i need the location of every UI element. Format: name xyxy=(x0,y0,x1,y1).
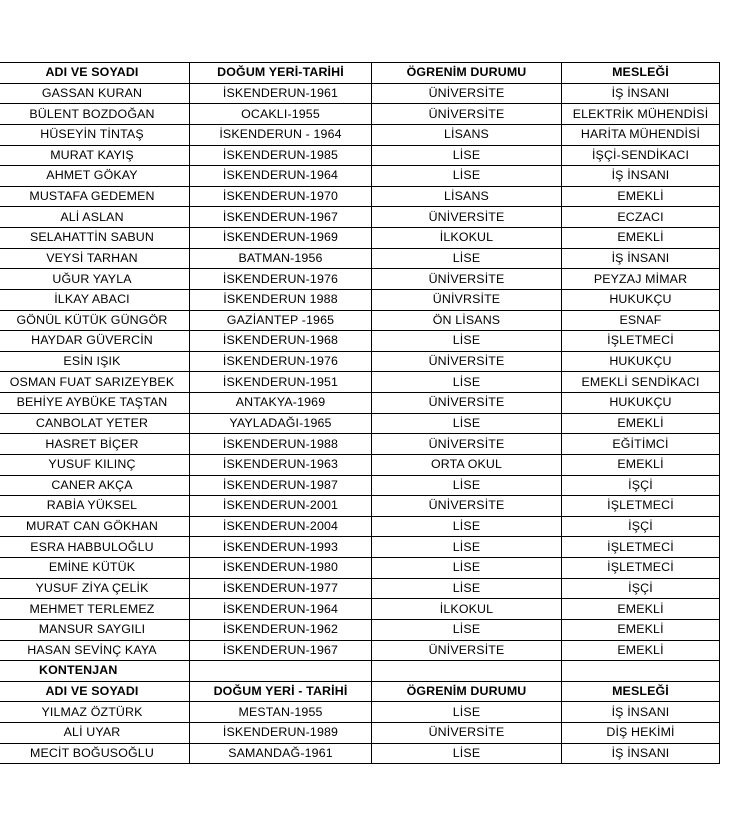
quota-header-birth: DOĞUM YERİ - TARİHİ xyxy=(190,681,372,702)
cell-name: OSMAN FUAT SARIZEYBEK xyxy=(0,372,190,393)
empty-cell xyxy=(190,661,372,682)
cell-birth: İSKENDERUN-1962 xyxy=(190,619,372,640)
cell-birth: İSKENDERUN-2004 xyxy=(190,516,372,537)
cell-education: ÜNİVERSİTE xyxy=(372,640,562,661)
cell-birth: İSKENDERUN-1980 xyxy=(190,558,372,579)
cell-job: İŞ İNSANI xyxy=(562,248,720,269)
cell-job: EMEKLİ xyxy=(562,413,720,434)
cell-birth: BATMAN-1956 xyxy=(190,248,372,269)
cell-birth: İSKENDERUN 1988 xyxy=(190,289,372,310)
cell-job: İŞ İNSANI xyxy=(562,743,720,764)
cell-job: HARİTA MÜHENDİSİ xyxy=(562,124,720,145)
cell-name: UĞUR YAYLA xyxy=(0,269,190,290)
cell-name: MANSUR SAYGILI xyxy=(0,619,190,640)
cell-birth: İSKENDERUN - 1964 xyxy=(190,124,372,145)
table-row xyxy=(0,248,720,269)
candidate-table xyxy=(0,62,720,764)
cell-education: LİSE xyxy=(372,743,562,764)
table-row xyxy=(0,413,720,434)
cell-name: EMİNE KÜTÜK xyxy=(0,558,190,579)
cell-education: İLKOKUL xyxy=(372,599,562,620)
cell-job: HUKUKÇU xyxy=(562,289,720,310)
empty-cell xyxy=(372,661,562,682)
cell-job: ESNAF xyxy=(562,310,720,331)
table-row xyxy=(0,640,720,661)
cell-education: ÜNİVERSİTE xyxy=(372,723,562,744)
cell-birth: İSKENDERUN-1961 xyxy=(190,83,372,104)
table-row xyxy=(0,619,720,640)
cell-education: LİSE xyxy=(372,516,562,537)
cell-name: ESRA HABBULOĞLU xyxy=(0,537,190,558)
cell-name: ALİ ASLAN xyxy=(0,207,190,228)
cell-job: EMEKLİ xyxy=(562,599,720,620)
quota-header-education: ÖGRENİM DURUMU xyxy=(372,681,562,702)
cell-birth: İSKENDERUN-1989 xyxy=(190,723,372,744)
cell-job: İŞÇİ xyxy=(562,578,720,599)
cell-job: ELEKTRİK MÜHENDİSİ xyxy=(562,104,720,125)
cell-birth: OCAKLI-1955 xyxy=(190,104,372,125)
table-row xyxy=(0,228,720,249)
cell-name: MURAT KAYIŞ xyxy=(0,145,190,166)
table-row xyxy=(0,599,720,620)
table-row xyxy=(0,124,720,145)
cell-birth: İSKENDERUN-1970 xyxy=(190,186,372,207)
cell-education: LİSE xyxy=(372,372,562,393)
quota-table-row xyxy=(0,743,720,764)
cell-job: HUKUKÇU xyxy=(562,351,720,372)
cell-education: ÖN LİSANS xyxy=(372,310,562,331)
cell-name: BEHİYE AYBÜKE TAŞTAN xyxy=(0,393,190,414)
cell-birth: GAZİANTEP -1965 xyxy=(190,310,372,331)
empty-cell xyxy=(562,661,720,682)
cell-birth: İSKENDERUN-1976 xyxy=(190,351,372,372)
cell-job: İŞLETMECİ xyxy=(562,558,720,579)
cell-name: GASSAN KURAN xyxy=(0,83,190,104)
cell-name: HÜSEYİN TİNTAŞ xyxy=(0,124,190,145)
cell-name: CANBOLAT YETER xyxy=(0,413,190,434)
table-row xyxy=(0,289,720,310)
cell-education: LİSE xyxy=(372,578,562,599)
cell-name: MEHMET TERLEMEZ xyxy=(0,599,190,620)
table-header-row xyxy=(0,63,720,84)
cell-education: LİSE xyxy=(372,145,562,166)
table-row xyxy=(0,83,720,104)
table-row xyxy=(0,454,720,475)
cell-education: ÜNİVERSİTE xyxy=(372,434,562,455)
cell-birth: ANTAKYA-1969 xyxy=(190,393,372,414)
cell-birth: İSKENDERUN-1967 xyxy=(190,207,372,228)
cell-education: LİSANS xyxy=(372,186,562,207)
quota-table-row xyxy=(0,702,720,723)
cell-birth: İSKENDERUN-1993 xyxy=(190,537,372,558)
cell-name: GÖNÜL KÜTÜK GÜNGÖR xyxy=(0,310,190,331)
cell-name: HASAN SEVİNÇ KAYA xyxy=(0,640,190,661)
cell-name: ALİ UYAR xyxy=(0,723,190,744)
cell-job: HUKUKÇU xyxy=(562,393,720,414)
cell-education: LİSE xyxy=(372,537,562,558)
table-row xyxy=(0,393,720,414)
cell-job: EĞİTİMCİ xyxy=(562,434,720,455)
cell-education: ÜNİVERSİTE xyxy=(372,207,562,228)
header-education: ÖGRENİM DURUMU xyxy=(372,63,562,84)
cell-name: RABİA YÜKSEL xyxy=(0,496,190,517)
cell-education: LİSE xyxy=(372,702,562,723)
cell-education: ÜNİVERSİTE xyxy=(372,393,562,414)
cell-name: MUSTAFA GEDEMEN xyxy=(0,186,190,207)
table-row xyxy=(0,186,720,207)
candidate-table-body xyxy=(0,63,720,764)
cell-job: EMEKLİ SENDİKACI xyxy=(562,372,720,393)
cell-education: LİSE xyxy=(372,166,562,187)
cell-education: ÜNİVERSİTE xyxy=(372,104,562,125)
cell-education: ÜNİVERSİTE xyxy=(372,269,562,290)
cell-name: HAYDAR GÜVERCİN xyxy=(0,331,190,352)
cell-name: YUSUF ZİYA ÇELİK xyxy=(0,578,190,599)
table-row xyxy=(0,351,720,372)
quota-header-name: ADI VE SOYADI xyxy=(0,681,190,702)
table-row xyxy=(0,516,720,537)
cell-name: SELAHATTİN SABUN xyxy=(0,228,190,249)
cell-birth: İSKENDERUN-2001 xyxy=(190,496,372,517)
cell-job: İŞLETMECİ xyxy=(562,496,720,517)
cell-education: LİSE xyxy=(372,558,562,579)
table-row xyxy=(0,166,720,187)
cell-birth: İSKENDERUN-1988 xyxy=(190,434,372,455)
table-row xyxy=(0,434,720,455)
cell-job: EMEKLİ xyxy=(562,228,720,249)
cell-education: LİSE xyxy=(372,619,562,640)
cell-job: İŞ İNSANI xyxy=(562,702,720,723)
cell-job: EMEKLİ xyxy=(562,640,720,661)
cell-name: VEYSİ TARHAN xyxy=(0,248,190,269)
cell-birth: İSKENDERUN-1976 xyxy=(190,269,372,290)
cell-job: İŞÇİ xyxy=(562,516,720,537)
cell-education: ÜNİVERSİTE xyxy=(372,83,562,104)
cell-job: PEYZAJ MİMAR xyxy=(562,269,720,290)
cell-birth: İSKENDERUN-1968 xyxy=(190,331,372,352)
cell-job: İŞLETMECİ xyxy=(562,537,720,558)
cell-name: AHMET GÖKAY xyxy=(0,166,190,187)
table-row xyxy=(0,537,720,558)
table-row xyxy=(0,207,720,228)
cell-job: İŞÇİ xyxy=(562,475,720,496)
cell-birth: İSKENDERUN-1985 xyxy=(190,145,372,166)
cell-name: BÜLENT BOZDOĞAN xyxy=(0,104,190,125)
quota-header-row xyxy=(0,681,720,702)
table-row xyxy=(0,269,720,290)
header-birth: DOĞUM YERİ-TARİHİ xyxy=(190,63,372,84)
header-job: MESLEĞİ xyxy=(562,63,720,84)
header-name: ADI VE SOYADI xyxy=(0,63,190,84)
quota-header-job: MESLEĞİ xyxy=(562,681,720,702)
table-row xyxy=(0,475,720,496)
table-row xyxy=(0,104,720,125)
cell-education: ORTA OKUL xyxy=(372,454,562,475)
cell-name: MURAT CAN GÖKHAN xyxy=(0,516,190,537)
cell-birth: YAYLADAĞI-1965 xyxy=(190,413,372,434)
cell-name: YILMAZ ÖZTÜRK xyxy=(0,702,190,723)
table-row xyxy=(0,145,720,166)
cell-birth: İSKENDERUN-1951 xyxy=(190,372,372,393)
cell-birth: İSKENDERUN-1964 xyxy=(190,599,372,620)
cell-education: LİSE xyxy=(372,413,562,434)
cell-name: ESİN IŞIK xyxy=(0,351,190,372)
cell-birth: İSKENDERUN-1963 xyxy=(190,454,372,475)
cell-job: DİŞ HEKİMİ xyxy=(562,723,720,744)
cell-education: ÜNİVRSİTE xyxy=(372,289,562,310)
cell-birth: İSKENDERUN-1964 xyxy=(190,166,372,187)
quota-section-row xyxy=(0,661,720,682)
cell-birth: İSKENDERUN-1967 xyxy=(190,640,372,661)
cell-education: ÜNİVERSİTE xyxy=(372,496,562,517)
cell-job: İŞLETMECİ xyxy=(562,331,720,352)
cell-education: LİSE xyxy=(372,475,562,496)
cell-job: İŞÇİ-SENDİKACI xyxy=(562,145,720,166)
cell-name: YUSUF KILINÇ xyxy=(0,454,190,475)
table-row xyxy=(0,310,720,331)
cell-birth: İSKENDERUN-1987 xyxy=(190,475,372,496)
cell-job: İŞ İNSANI xyxy=(562,83,720,104)
table-row xyxy=(0,558,720,579)
cell-birth: İSKENDERUN-1969 xyxy=(190,228,372,249)
table-row xyxy=(0,578,720,599)
cell-job: İŞ İNSANI xyxy=(562,166,720,187)
cell-job: ECZACI xyxy=(562,207,720,228)
cell-job: EMEKLİ xyxy=(562,619,720,640)
cell-education: ÜNİVERSİTE xyxy=(372,351,562,372)
cell-name: HASRET BİÇER xyxy=(0,434,190,455)
cell-name: CANER AKÇA xyxy=(0,475,190,496)
cell-education: İLKOKUL xyxy=(372,228,562,249)
cell-job: EMEKLİ xyxy=(562,454,720,475)
cell-education: LİSE xyxy=(372,331,562,352)
table-row xyxy=(0,372,720,393)
cell-job: EMEKLİ xyxy=(562,186,720,207)
quota-table-row xyxy=(0,723,720,744)
cell-education: LİSANS xyxy=(372,124,562,145)
cell-name: MECİT BOĞUSOĞLU xyxy=(0,743,190,764)
cell-education: LİSE xyxy=(372,248,562,269)
table-row xyxy=(0,496,720,517)
cell-birth: İSKENDERUN-1977 xyxy=(190,578,372,599)
cell-birth: SAMANDAĞ-1961 xyxy=(190,743,372,764)
cell-birth: MESTAN-1955 xyxy=(190,702,372,723)
cell-name: İLKAY ABACI xyxy=(0,289,190,310)
quota-section-title: KONTENJAN xyxy=(0,661,190,682)
table-row xyxy=(0,331,720,352)
